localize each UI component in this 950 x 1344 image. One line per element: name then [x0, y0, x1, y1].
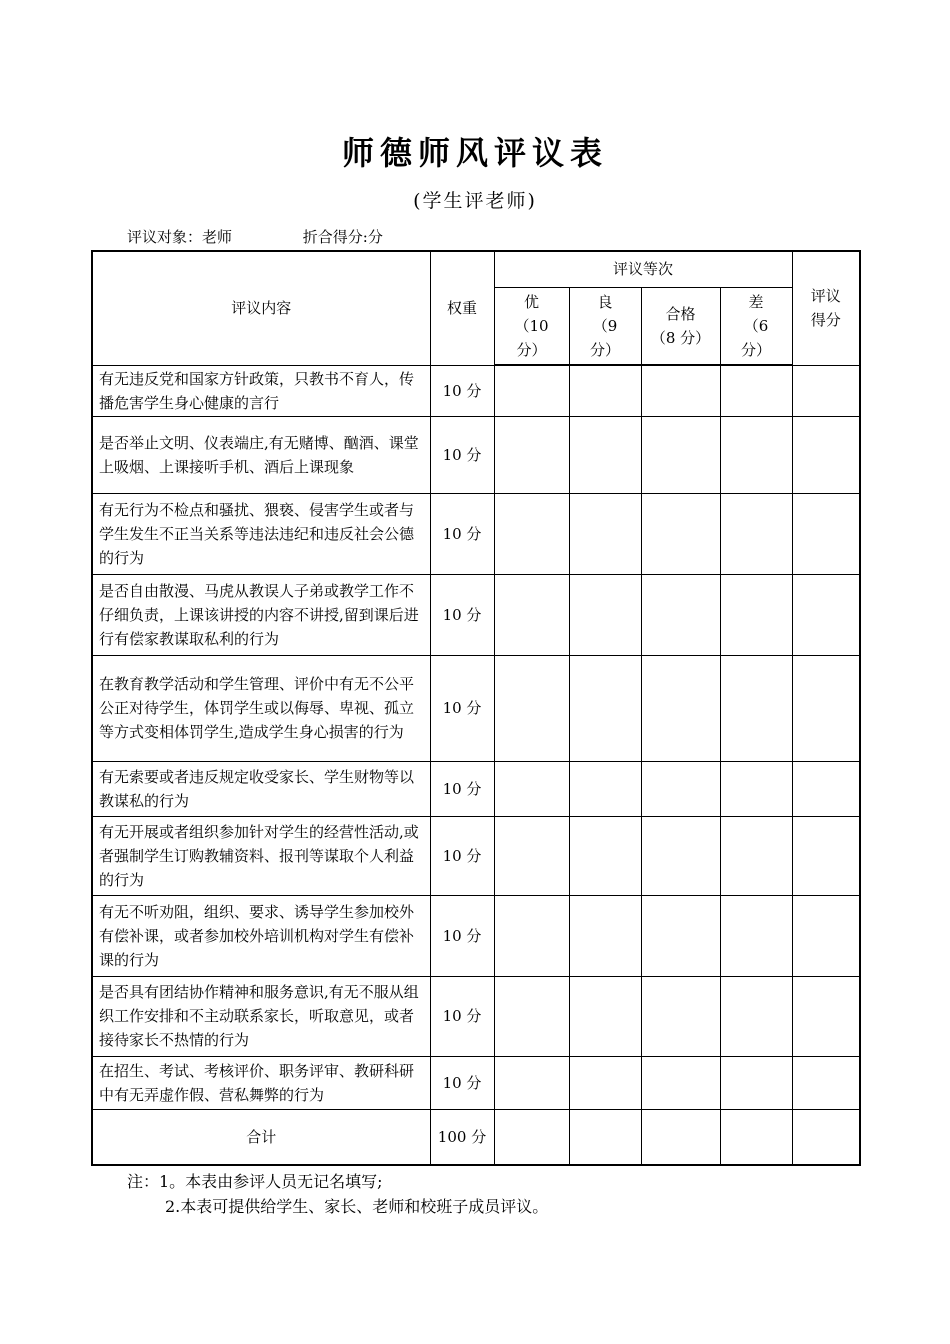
score-cell-poor[interactable] [720, 365, 792, 416]
score-cell-pass[interactable] [641, 976, 720, 1056]
score-cell-excellent[interactable] [494, 365, 569, 416]
grade-points: （8 分） [650, 328, 711, 347]
row-weight: 10 分 [430, 816, 494, 895]
score-cell-result[interactable] [792, 761, 860, 816]
score-cell-good[interactable] [569, 1056, 641, 1109]
grade-excellent [494, 287, 569, 365]
note-line-1: 注：1。本表由参评人员无记名填写; [127, 1172, 383, 1191]
table-row [92, 816, 860, 895]
row-weight: 10 分 [430, 976, 494, 1056]
row-content: 是否自由散漫、马虎从教误人子弟或教学工作不仔细负责，上课该讲授的内容不讲授,留到课后进行有偿家教谋取私利的行为 [92, 574, 430, 655]
converted-score-field: 折合得分:分 [302, 228, 383, 246]
row-weight: 10 分 [430, 761, 494, 816]
header-weight: 权重 [430, 251, 494, 365]
header-result-line1: 评议 [810, 287, 841, 306]
table-row [92, 895, 860, 976]
score-cell-poor[interactable] [720, 895, 792, 976]
score-cell-good[interactable] [569, 365, 641, 416]
table-row [92, 1056, 860, 1109]
score-cell-excellent[interactable] [494, 895, 569, 976]
score-cell-good[interactable] [569, 761, 641, 816]
score-cell-pass[interactable] [641, 493, 720, 574]
table-row [92, 574, 860, 655]
score-cell-result[interactable] [792, 365, 860, 416]
score-cell-good[interactable] [569, 416, 641, 493]
score-cell-excellent[interactable] [494, 1056, 569, 1109]
score-cell-good[interactable] [569, 895, 641, 976]
score-cell-excellent[interactable] [494, 493, 569, 574]
grade-points: 分） [516, 340, 547, 359]
header-content: 评议内容 [92, 251, 430, 365]
table-row [92, 416, 860, 493]
grade-points: 分） [741, 340, 772, 359]
grade-poor [720, 287, 792, 365]
total-row [92, 1109, 860, 1165]
score-cell-excellent[interactable] [494, 976, 569, 1056]
score-cell-poor[interactable] [720, 761, 792, 816]
grade-label: 良 [597, 292, 613, 311]
score-cell-result[interactable] [792, 1056, 860, 1109]
total-cell-pass[interactable] [641, 1109, 720, 1165]
row-weight: 10 分 [430, 574, 494, 655]
form-meta [127, 226, 383, 247]
score-cell-poor[interactable] [720, 493, 792, 574]
score-cell-pass[interactable] [641, 574, 720, 655]
score-cell-poor[interactable] [720, 416, 792, 493]
score-cell-excellent[interactable] [494, 761, 569, 816]
score-cell-excellent[interactable] [494, 655, 569, 761]
score-cell-pass[interactable] [641, 761, 720, 816]
score-cell-pass[interactable] [641, 365, 720, 416]
row-content: 在教育教学活动和学生管理、评价中有无不公平公正对待学生，体罚学生或以侮辱、卑视、孤立等方式变相体罚学生,造成学生身心损害的行为 [92, 655, 430, 761]
table-row [92, 655, 860, 761]
total-cell-result[interactable] [792, 1109, 860, 1165]
total-cell-excellent[interactable] [494, 1109, 569, 1165]
score-cell-good[interactable] [569, 655, 641, 761]
score-cell-poor[interactable] [720, 816, 792, 895]
footnotes [127, 1169, 548, 1219]
row-content: 有无开展或者组织参加针对学生的经营性活动,或者强制学生订购教辅资料、报刊等谋取个人利益的行为 [92, 816, 430, 895]
grade-points: （10 [514, 316, 549, 335]
row-weight: 10 分 [430, 895, 494, 976]
score-cell-excellent[interactable] [494, 416, 569, 493]
score-cell-pass[interactable] [641, 895, 720, 976]
score-cell-result[interactable] [792, 574, 860, 655]
grade-good [569, 287, 641, 365]
row-weight: 10 分 [430, 416, 494, 493]
row-content: 是否具有团结协作精神和服务意识,有无不服从组织工作安排和不主动联系家长，听取意见，或者接待家长不热情的行为 [92, 976, 430, 1056]
form-title: 师德师风评议表 [341, 134, 608, 172]
row-weight: 10 分 [430, 493, 494, 574]
grade-points: 分） [589, 340, 620, 359]
row-content: 是否举止文明、仪表端庄,有无赌博、酗酒、课堂上吸烟、上课接听手机、酒后上课现象 [92, 416, 430, 493]
score-cell-good[interactable] [569, 574, 641, 655]
header-levels: 评议等次 [494, 251, 792, 287]
total-cell-good[interactable] [569, 1109, 641, 1165]
form-subtitle: (学生评老师) [413, 190, 537, 212]
grade-label: 合格 [665, 304, 696, 323]
grade-points: （9 [592, 316, 618, 335]
score-cell-good[interactable] [569, 816, 641, 895]
score-cell-pass[interactable] [641, 655, 720, 761]
score-cell-result[interactable] [792, 895, 860, 976]
row-content: 有无索要或者违反规定收受家长、学生财物等以教谋私的行为 [92, 761, 430, 816]
table-row [92, 493, 860, 574]
score-cell-good[interactable] [569, 493, 641, 574]
row-content: 有无行为不检点和骚扰、猥亵、侵害学生或者与学生发生不正当关系等违法违纪和违反社会公德的行为 [92, 493, 430, 574]
score-cell-result[interactable] [792, 976, 860, 1056]
grade-points: （6 [743, 316, 769, 335]
header-result-line2: 得分 [810, 311, 841, 330]
score-cell-good[interactable] [569, 976, 641, 1056]
score-cell-excellent[interactable] [494, 574, 569, 655]
total-label: 合计 [92, 1109, 430, 1165]
grade-pass [641, 287, 720, 365]
score-cell-excellent[interactable] [494, 816, 569, 895]
row-weight: 10 分 [430, 1056, 494, 1109]
score-cell-result[interactable] [792, 655, 860, 761]
row-content: 有无违反党和国家方针政策，只教书不育人，传播危害学生身心健康的言行 [92, 365, 430, 416]
score-cell-pass[interactable] [641, 1056, 720, 1109]
score-cell-poor[interactable] [720, 655, 792, 761]
score-cell-pass[interactable] [641, 416, 720, 493]
score-cell-pass[interactable] [641, 816, 720, 895]
evaluation-target-field: 评议对象：老师 [127, 228, 233, 246]
score-cell-poor[interactable] [720, 574, 792, 655]
grade-label: 差 [748, 292, 764, 311]
score-cell-poor[interactable] [720, 1056, 792, 1109]
row-weight: 10 分 [430, 655, 494, 761]
score-cell-poor[interactable] [720, 976, 792, 1056]
score-cell-result[interactable] [792, 416, 860, 493]
header-row-1 [92, 251, 860, 287]
row-content: 有无不听劝阻，组织、要求、诱导学生参加校外有偿补课，或者参加校外培训机构对学生有偿补课的行为 [92, 895, 430, 976]
row-content: 在招生、考试、考核评价、职务评审、教研科研中有无弄虚作假、营私舞弊的行为 [92, 1056, 430, 1109]
grade-label: 优 [523, 292, 539, 311]
row-weight: 10 分 [430, 365, 494, 416]
total-cell-poor[interactable] [720, 1109, 792, 1165]
note-line-2: 2.本表可提供给学生、家长、老师和校班子成员评议。 [165, 1197, 549, 1216]
score-cell-result[interactable] [792, 816, 860, 895]
table-row [92, 365, 860, 416]
evaluation-table [91, 250, 861, 1166]
table-row [92, 976, 860, 1056]
score-cell-result[interactable] [792, 493, 860, 574]
total-weight: 100 分 [430, 1109, 494, 1165]
table-row [92, 761, 860, 816]
header-result [792, 251, 860, 365]
